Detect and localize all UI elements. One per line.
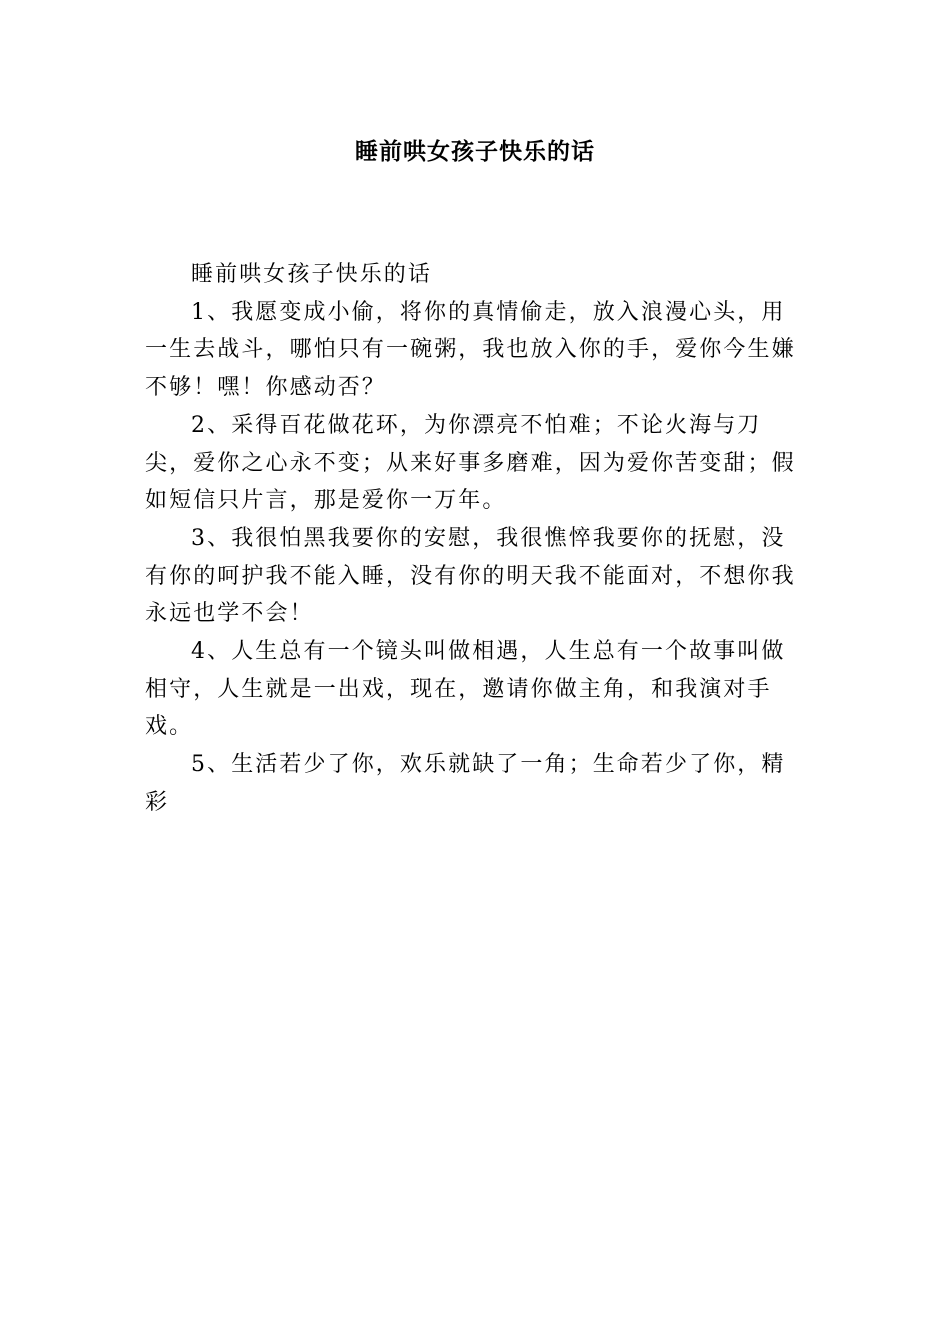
paragraph-4: 4、人生总有一个镜头叫做相遇，人生总有一个故事叫做相守，人生就是一出戏，现在，邀请你做主角，和我演对手戏。: [145, 639, 786, 740]
paragraph-2: 2、采得百花做花环，为你漂亮不怕难；不论火海与刀尖，爱你之心永不变；从来好事多磨难，因为爱你苦变甜；假如短信只片言，那是爱你一万年。: [145, 412, 796, 514]
paragraph-3: 3、我很怕黑我要你的安慰，我很憔悴我要你的抚慰，没有你的呵护我不能入睡，没有你的明天我不能面对，不想你我永远也学不会！: [145, 525, 796, 627]
paragraph-1: 1、我愿变成小偷，将你的真情偷走，放入浪漫心头，用一生去战斗，哪怕只有一碗粥，我也放入你的手，爱你今生嫌不够！嘿！你感动否？: [145, 299, 796, 401]
document-body: [145, 256, 809, 822]
paragraph-subtitle: 睡前哄女孩子快乐的话: [191, 262, 433, 287]
document-title: 睡前哄女孩子快乐的话: [355, 138, 595, 165]
paragraph-5: 5、生活若少了你，欢乐就缺了一角；生命若少了你，精彩: [145, 752, 786, 815]
